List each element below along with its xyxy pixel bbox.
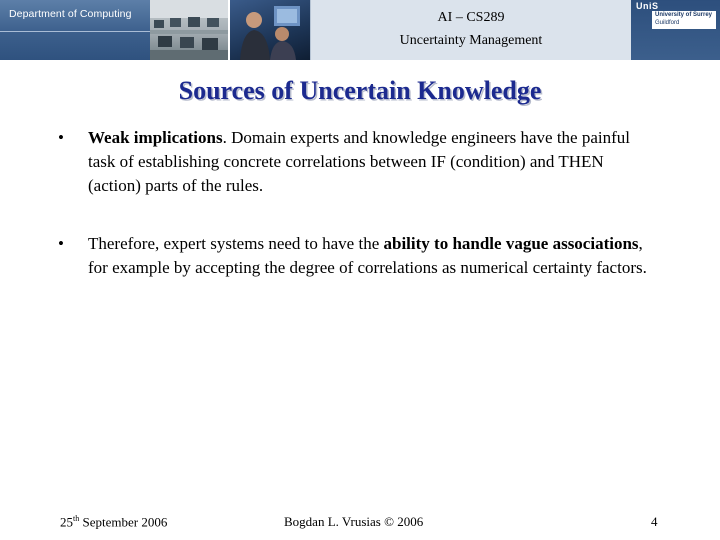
university-name-card: [652, 11, 716, 29]
computer-lab-photo: [150, 0, 228, 60]
department-label: Department of Computing: [9, 8, 132, 20]
page-number: 4: [651, 514, 658, 529]
bullet-dot: •: [58, 234, 64, 253]
bullet-text: [88, 126, 648, 198]
footer-date: [60, 514, 167, 530]
lab-illustration: [150, 0, 228, 60]
footer-date-rest: September 2006: [79, 514, 168, 530]
bullet-bold-lead: Weak implications: [88, 128, 223, 147]
bullet-bold-phrase: ability to handle vague associations: [383, 234, 639, 253]
students-photo: [230, 0, 310, 60]
university-name: University of Surrey: [655, 12, 713, 18]
bullet-body: . Domain experts and knowledge engineers have the painful task of establishing concrete correlations between IF (condition) and THEN (action) parts of the rules.: [88, 128, 631, 195]
footer-date-suffix: th: [73, 514, 80, 523]
slide-header: [0, 0, 720, 60]
footer-date-day: 25: [60, 514, 73, 530]
course-title: AI – CS289: [437, 10, 505, 25]
students-illustration: [230, 0, 310, 60]
bullet-body-start: Therefore, expert systems need to have the: [88, 234, 384, 253]
bullet-dot: •: [58, 128, 64, 147]
course-info-box: [310, 0, 631, 60]
unis-logo-text: UniS: [636, 1, 659, 11]
footer-author: Bogdan L. Vrusias © 2006: [284, 514, 424, 529]
banner-divider: [0, 31, 150, 32]
course-subtitle: Uncertainty Management: [399, 33, 543, 48]
university-location: Guildford: [655, 20, 680, 26]
department-banner: [0, 0, 150, 60]
bullet-body-end: , for example by accepting the degree of correlations as numerical certainty factors.: [88, 234, 647, 277]
slide-title: Sources of Uncertain Knowledge: [178, 76, 542, 105]
bullet-text: [88, 232, 648, 280]
university-logo: [631, 0, 720, 60]
